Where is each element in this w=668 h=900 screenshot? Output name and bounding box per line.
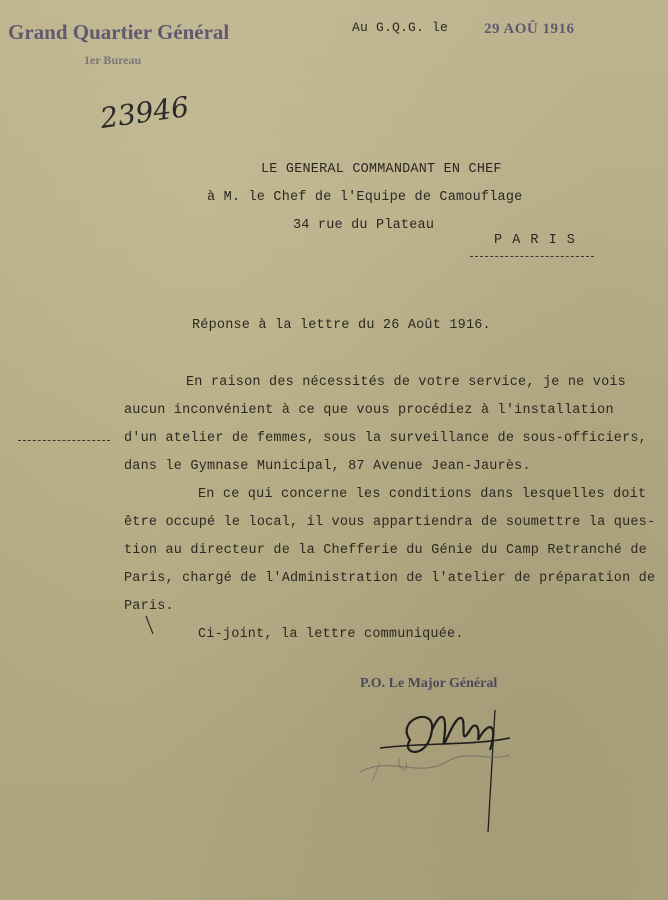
body-line: tion au directeur de la Chefferie du Génie du Camp Retranché de: [124, 543, 647, 558]
body-line: En raison des nécessités de votre service, je ne vois: [186, 375, 626, 390]
signature-stamp: P.O. Le Major Général: [360, 676, 498, 691]
body-line: Paris, chargé de l'Administration de l'atelier de préparation de: [124, 571, 656, 586]
office-stamp: Grand Quartier Général: [8, 20, 230, 44]
place-label: Au G.Q.G. le: [352, 20, 449, 35]
date-stamp: 29 AOÛ 1916: [484, 21, 575, 37]
body-line: être occupé le local, il vous appartiendra de soumettre la ques-: [124, 515, 656, 530]
street-line: 34 rue du Plateau: [293, 218, 435, 233]
signature-mark: [340, 700, 520, 840]
city-underline: [470, 256, 594, 257]
pencil-tick-mark: [144, 614, 158, 638]
body-line: Paris.: [124, 599, 174, 614]
body-line: dans le Gymnase Municipal, 87 Avenue Jean-Jaurès.: [124, 459, 531, 474]
city-line: P A R I S: [494, 233, 576, 248]
body-line: d'un atelier de femmes, sous la surveillance de sous-officiers,: [124, 431, 647, 446]
margin-mark: [18, 440, 110, 441]
body-line: Ci-joint, la lettre communiquée.: [198, 627, 464, 642]
bureau-stamp: 1er Bureau: [84, 53, 142, 67]
body-line: aucun inconvénient à ce que vous procédiez à l'installation: [124, 403, 614, 418]
recipient-line: à M. le Chef de l'Equipe de Camouflage: [207, 190, 523, 205]
reference-number: 23946: [98, 89, 191, 136]
body-line: En ce qui concerne les conditions dans lesquelles doit: [198, 487, 647, 502]
subject-line: Réponse à la lettre du 26 Août 1916.: [192, 318, 491, 333]
sender-line: LE GENERAL COMMANDANT EN CHEF: [261, 162, 502, 177]
